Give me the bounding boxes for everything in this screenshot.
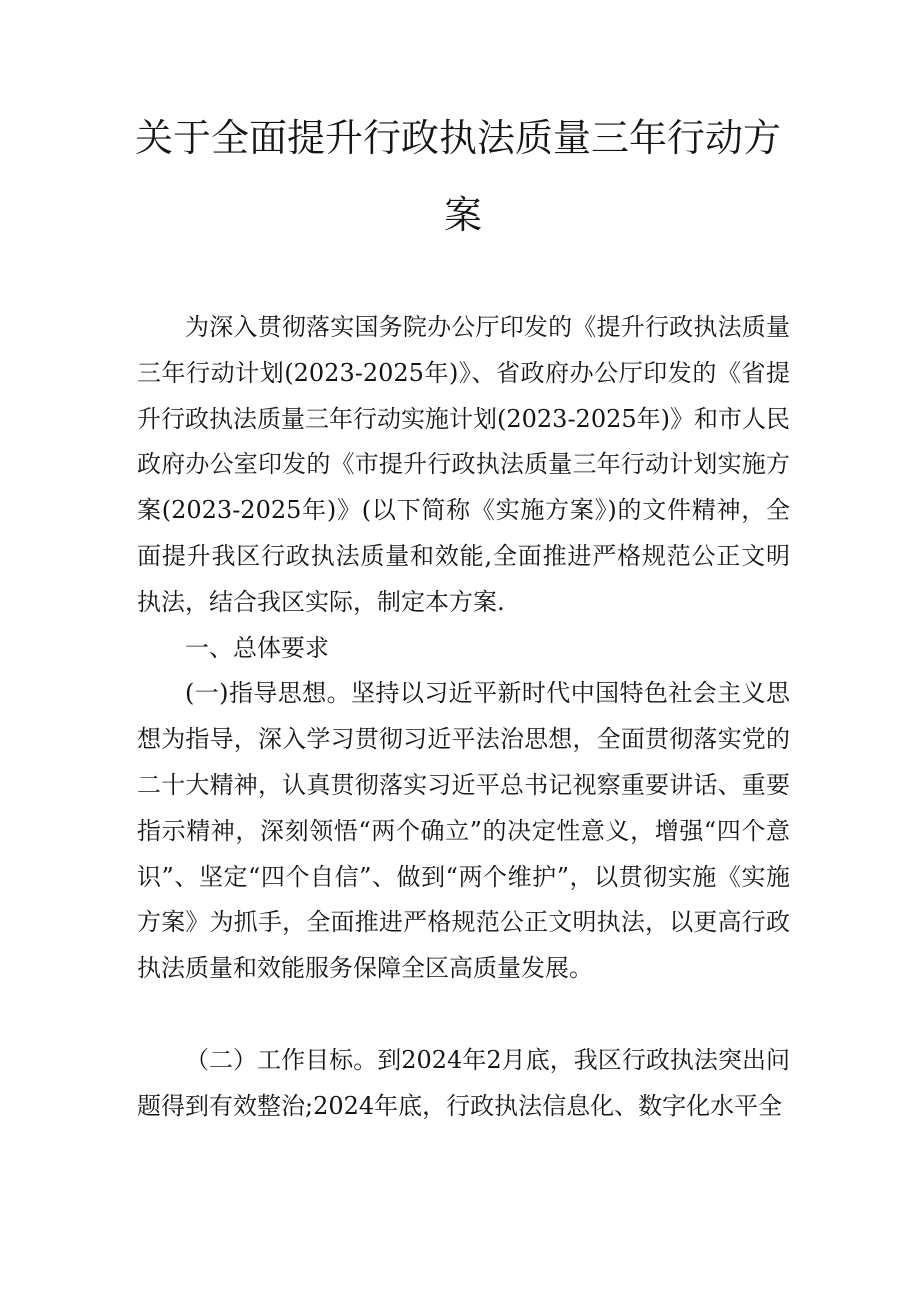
document-body bbox=[137, 305, 790, 1130]
document-title-line-1: 关于全面提升行政执法质量三年行动方 bbox=[135, 116, 782, 160]
document-title-line-2: 案 bbox=[444, 193, 483, 237]
guiding-ideology-paragraph: (一)指导思想。坚持以习近平新时代中国特色社会主义思想为指导，深入学习贯彻习近平法治思想，全面贯彻落实党的二十大精神，认真贯彻落实习近平总书记视察重要讲话、重要指示精神，深刻领悟“两个确立”的决定性意义，增强“四个意识”、坚定“四个自信”、做到“两个维护”，以贯彻实施《实施方案》为抓手，全面推进严格规范公正文明执法，以更高行政执法质量和效能服务保障全区高质量发展。 bbox=[137, 679, 790, 983]
section-heading-general-requirements: 一、总体要求 bbox=[185, 633, 329, 662]
work-goals-paragraph: （二）工作目标。到2024年2月底，我区行政执法突出问题得到有效整治;2024年底，行政执法信息化、数字化水平全 bbox=[137, 1045, 790, 1120]
intro-paragraph: 为深入贯彻落实国务院办公厅印发的《提升行政执法质量三年行动计划(2023-2025年)》、省政府办公厅印发的《省提升行政执法质量三年行动实施计划(2023-2025年)》和市人民政府办公室印发的《市提升行政执法质量三年行动计划实施方案(2023-2025年)》(以下简称《实施方案》)的文件精神，全面提升我区行政执法质量和效能,全面推进严格规范公正文明执法，结合我区实际，制定本方案. bbox=[137, 313, 790, 616]
